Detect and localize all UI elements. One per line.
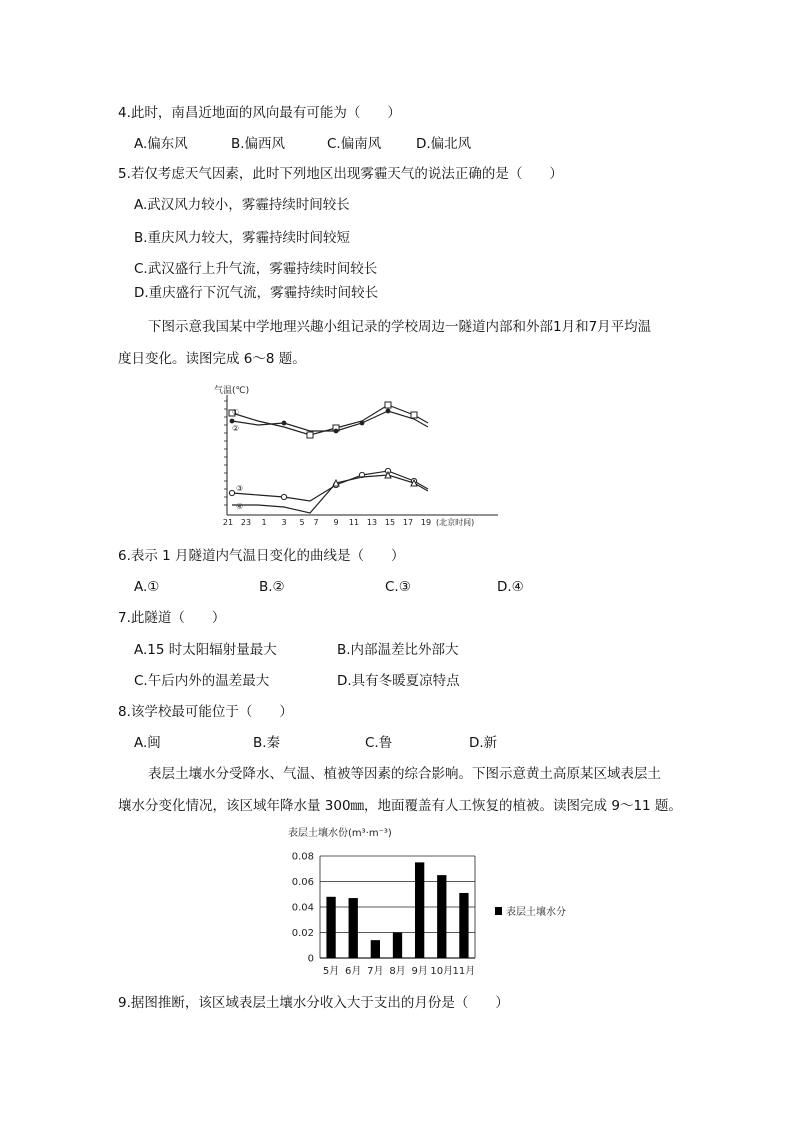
- curve-label-4: ④: [236, 502, 244, 511]
- q8-option-a: A.闽: [134, 735, 161, 751]
- intro2-line2: 壤水分变化情况，该区域年降水量 300㎜，地面覆盖有人工恢复的植被。读图完成 9～11 题。: [118, 798, 682, 814]
- soil-moisture-bar-chart: [280, 820, 600, 985]
- q5-option-a: A.武汉风力较小，雾霾持续时间较长: [134, 197, 350, 213]
- q7-option-d: D.具有冬暖夏凉特点: [337, 673, 460, 689]
- q5-option-d: D.重庆盛行下沉气流，雾霾持续时间较长: [134, 285, 379, 301]
- intro1-line2: 度日变化。读图完成 6～8 题。: [118, 351, 306, 367]
- y-tick-label: 0: [307, 953, 314, 965]
- figure1-xlabel: (北京时间): [436, 518, 475, 527]
- x-tick: 19: [420, 518, 432, 527]
- x-tick: 5: [299, 518, 305, 527]
- y-tick-label: 0.04: [291, 902, 314, 914]
- q8-option-b: B.秦: [253, 735, 281, 751]
- chart-title: 表层土壤水份(m³·m⁻³): [288, 828, 392, 839]
- legend-label: 表层土壤水分: [506, 907, 566, 918]
- q4-option-a: A.偏东风: [134, 136, 188, 152]
- q5-stem: 5.若仅考虑天气因素，此时下列地区出现雾霾天气的说法正确的是（ ）: [118, 166, 563, 182]
- y-tick-label: 0.02: [291, 928, 314, 939]
- x-tick: 21: [222, 518, 234, 527]
- q7-option-c: C.午后内外的温差最大: [134, 673, 270, 689]
- q4-stem: 4.此时，南昌近地面的风向最有可能为（ ）: [118, 105, 401, 121]
- x-tick: 1: [261, 518, 267, 527]
- q4-option-d: D.偏北风: [416, 136, 472, 152]
- bar-10月: [437, 875, 446, 958]
- x-tick: 7: [313, 518, 319, 527]
- bar-8月: [393, 933, 402, 959]
- x-tick-label: 6月: [345, 966, 362, 977]
- q5-option-c: C.武汉盛行上升气流，雾霾持续时间较长: [134, 261, 378, 277]
- q6-option-b: B.②: [259, 579, 285, 595]
- x-tick-label: 7月: [367, 966, 384, 977]
- curve-label-3: ③: [236, 484, 244, 493]
- curve-label-2: ②: [232, 424, 240, 433]
- legend-swatch: [495, 907, 502, 915]
- q9-stem: 9.据图推断，该区域表层土壤水分收入大于支出的月份是（ ）: [118, 995, 509, 1011]
- q4-option-c: C.偏南风: [327, 136, 382, 152]
- x-tick: 9: [333, 518, 339, 527]
- bar-7月: [371, 940, 380, 958]
- x-tick-label: 9月: [411, 966, 428, 977]
- q6-option-c: C.③: [385, 579, 411, 595]
- bar-11月: [459, 893, 468, 958]
- intro1-line1: 下图示意我国某中学地理兴趣小组记录的学校周边一隧道内部和外部1月和7月平均温: [148, 319, 652, 335]
- q5-option-b: B.重庆风力较大，雾霾持续时间较短: [134, 230, 351, 246]
- x-tick: 3: [281, 518, 287, 527]
- x-tick-label: 5月: [322, 966, 340, 977]
- x-tick: 17: [402, 518, 414, 527]
- q6-option-d: D.④: [497, 579, 524, 595]
- q6-stem: 6.表示 1 月隧道内气温日变化的曲线是（ ）: [118, 548, 405, 564]
- bar-9月: [415, 862, 424, 958]
- q8-option-c: C.鲁: [365, 735, 393, 751]
- q7-option-a: A.15 时太阳辐射量最大: [134, 642, 277, 658]
- x-tick: 15: [384, 518, 396, 527]
- bar-5月: [326, 897, 335, 958]
- y-tick-label: 0.08: [291, 851, 314, 863]
- intro2-line1: 表层土壤水分受降水、气温、植被等因素的综合影响。下图示意黄土高原某区域表层土: [148, 766, 661, 782]
- temperature-figure: [210, 381, 510, 531]
- x-tick-label: 11月: [452, 966, 476, 977]
- x-tick-label: 8月: [389, 966, 406, 977]
- x-tick: 23: [240, 518, 252, 527]
- y-tick-label: 0.06: [291, 877, 314, 888]
- q6-option-a: A.①: [134, 579, 160, 595]
- q7-option-b: B.内部温差比外部大: [337, 642, 459, 658]
- x-tick-label: 10月: [430, 966, 454, 977]
- q4-option-b: B.偏西风: [231, 136, 286, 152]
- bar-6月: [349, 898, 358, 958]
- curve-label-1: ①: [232, 408, 240, 417]
- q8-option-d: D.新: [469, 735, 498, 751]
- x-tick: 13: [366, 518, 378, 527]
- q8-stem: 8.该学校最可能位于（ ）: [118, 704, 293, 720]
- q7-stem: 7.此隧道（ ）: [118, 610, 226, 626]
- figure1-ylabel: 气温(℃): [214, 386, 250, 396]
- x-tick: 11: [348, 518, 360, 527]
